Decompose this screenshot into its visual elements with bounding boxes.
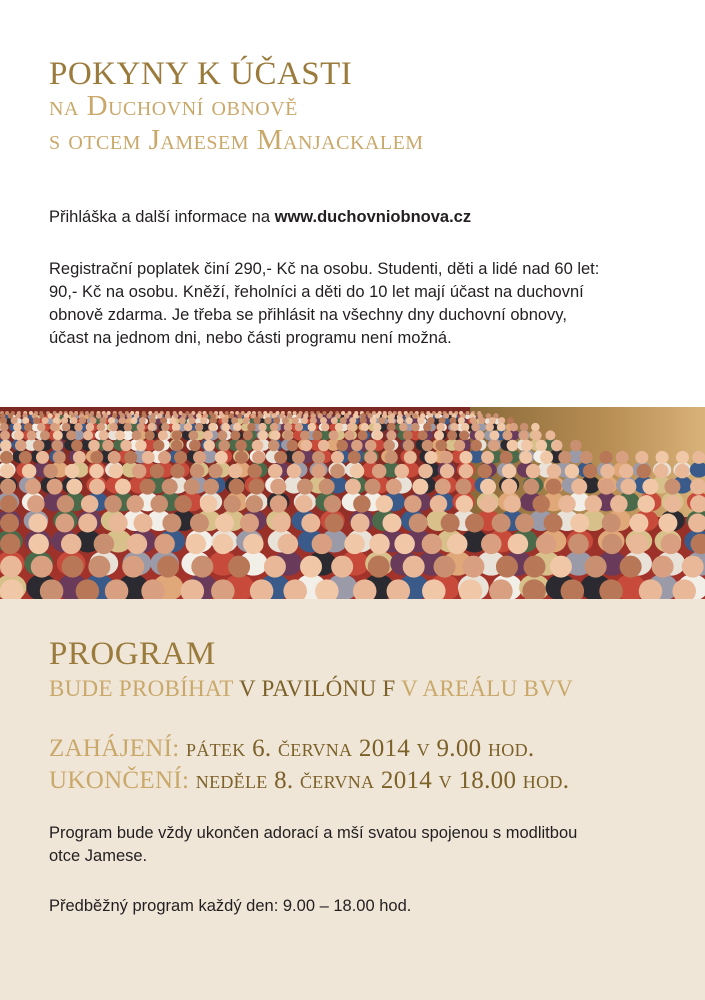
start-value: pátek 6. června 2014 v 9.00 hod. (186, 735, 535, 762)
start-datetime (49, 735, 534, 763)
program-location (49, 676, 573, 702)
location-part-3: V AREÁLU BVV (401, 676, 574, 701)
fee-line-2: 90,- Kč na osobu. Kněží, řeholníci a děti do 10 let mají účast na duchovní (49, 283, 584, 301)
program-note-line-2: otce Jamese. (49, 847, 148, 865)
fee-line-3: obnově zdarma. Je třeba se přihlásit na všechny dny duchovní obnovy, (49, 306, 567, 324)
registration-prefix: Přihláška a další informace na (49, 208, 271, 226)
fee-line-4: účast na jednom dni, nebo části programu není možná. (49, 329, 452, 347)
registration-info (49, 206, 669, 229)
audience-photo-image (0, 407, 705, 599)
website-link[interactable]: www.duchovniobnova.cz (274, 208, 472, 226)
program-title: PROGRAM (49, 636, 216, 672)
page-title: POKYNY K ÚČASTI (49, 56, 353, 92)
end-label: UKONČENÍ: (49, 767, 190, 794)
start-label: ZAHÁJENÍ: (49, 735, 180, 762)
page-subtitle-2: s otcem Jamesem Manjackalem (49, 124, 424, 156)
daily-schedule: Předběžný program každý den: 9.00 – 18.00 hod. (49, 897, 412, 915)
page-subtitle-1: na Duchovní obnově (49, 90, 298, 122)
location-part-1: BUDE PROBÍHAT (49, 676, 234, 701)
program-note-line-1: Program bude vždy ukončen adorací a mší svatou spojenou s modlitbou (49, 824, 578, 842)
fee-line-1: Registrační poplatek činí 290,- Kč na osobu. Studenti, děti a lidé nad 60 let: (49, 260, 600, 278)
end-value: neděle 8. června 2014 v 18.00 hod. (195, 767, 570, 794)
audience-photo (0, 407, 705, 599)
location-part-2: V PAVILÓNU F (238, 676, 396, 701)
end-datetime (49, 767, 569, 795)
